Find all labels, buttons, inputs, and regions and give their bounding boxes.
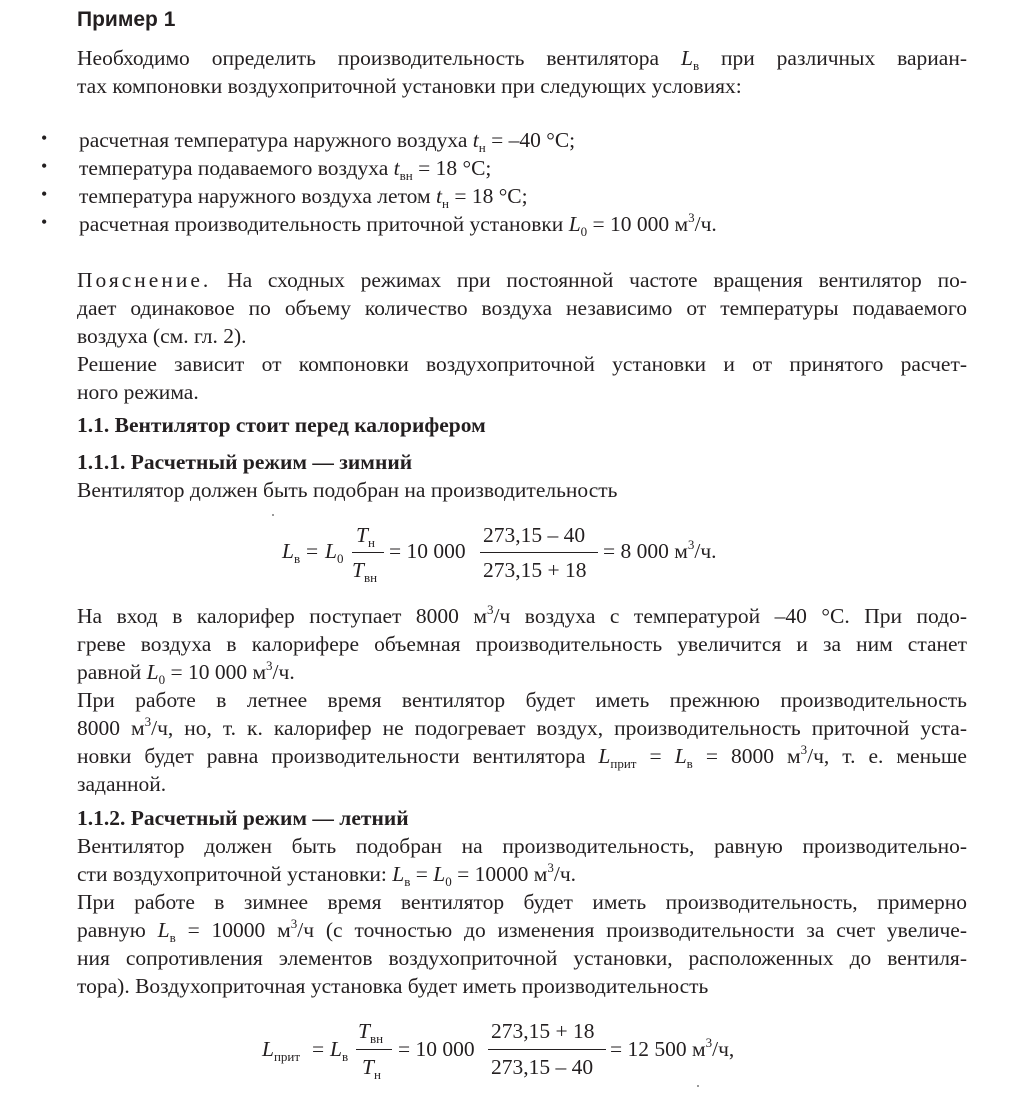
bullet-dot: • <box>41 156 48 176</box>
paragraph-fan-selection: Вентилятор должен быть подобран на производительность <box>77 478 618 502</box>
intro-line-1: Необходимо определить производительность вентилятора $L_в$ при различных вариан- <box>77 46 968 73</box>
inlet-line-2: греве воздуха в калорифере объемная производительность увеличится и за ним станет <box>77 632 967 656</box>
summer-line-3: новки будет равна производительности вентилятора $L_{прит} = L_в = 8000$ $м^3/ч$, т. е. меньше <box>77 742 967 771</box>
inlet-line-3: равной $L_0 = 10$ 000 $м^3/ч$. <box>77 658 295 687</box>
section-heading-1-1-1: 1.1.1. Расчетный режим — зимний <box>77 450 413 474</box>
bullet-item-3: температура наружного воздуха летом $t_н = 18$ °C; <box>79 184 528 211</box>
summer-mode-line-1: Вентилятор должен быть подобран на производительность, равную производительно- <box>77 834 967 858</box>
summer-line-1: При работе в летнее время вентилятор будет иметь прежнюю производительность <box>77 688 967 712</box>
summer-line-2: 8000 $м^3/ч$, но, т. к. калорифер не подогревает воздух, производительность приточной уста- <box>77 714 967 740</box>
inlet-line-1: На вход в калорифер поступает 8000 $м^3/ч$ воздуха с температурой –40 °C. При подо- <box>77 602 967 628</box>
winter-line-3: ния сопротивления элементов воздухоприточной установки, расположенных до вентиля- <box>77 946 967 970</box>
solution-line-2: ного режима. <box>77 380 199 404</box>
winter-line-2: равную $L_в = 10000$ $м^3/ч$ (с точностью до изменения производительности за счет увеличе- <box>77 916 968 945</box>
note-line-3: воздуха (см. гл. 2). <box>77 324 247 348</box>
section-heading-1-1: 1.1. Вентилятор стоит перед калорифером <box>77 413 486 437</box>
fraction-bar <box>356 1049 392 1050</box>
bullet-item-2: температура подаваемого воздуха $t_{вн} = 18$ °C; <box>79 156 492 183</box>
winter-line-4: тора). Воздухоприточная установка будет иметь производительность <box>77 974 709 998</box>
bullet-item-4: расчетная производительность приточной установки $L_0 = 10$ 000 $м^3/ч$. <box>79 210 717 239</box>
bullet-dot: • <box>41 128 48 148</box>
summer-mode-line-2: сти воздухоприточной установки: $L_в = L_0 = 10000$ $м^3/ч$. <box>77 860 577 889</box>
solution-line-1: Решение зависит от компоновки воздухоприточной установки и от принятого расчет- <box>77 352 967 376</box>
bullet-dot: • <box>41 212 48 232</box>
note-line-1: Пояснение. На сходных режимах при постоянной частоте вращения вентилятор по- <box>77 268 967 292</box>
intro-line-2: тах компоновки воздухоприточной установки при следующих условиях: <box>77 74 742 98</box>
summer-line-4: заданной. <box>77 772 167 796</box>
winter-line-1: При работе в зимнее время вентилятор будет иметь производительность, примерно <box>77 890 967 914</box>
example-heading: Пример 1 <box>77 8 176 31</box>
bullet-item-1: расчетная температура наружного воздуха $t_н = -40$ °C; <box>79 128 576 155</box>
intro-text: Необходимо определить производительность вентилятора <box>77 46 681 70</box>
document-page: Пример 1 Необходимо определить производительность вентилятора $L_в$ при различных вариан- тах компоновки воздухоприточной установки при следующих условиях: • расчетная температура наружного воздуха $t_н = -40$ °C; • температура подаваемого воздуха $t_{вн} = 18$ °C; • температура наружного воздуха летом $t_н = 18$ °C; • расчетная производительность приточной установки $L_0 = 10$ 000 $м^3/ч$. Пояснение. На сходных режимах при постоянной частоте вращения вентилятор по- дает одинаковое по объему количество воздуха независимо от температуры подаваемого воздуха (см. гл. 2). Решение зависит от компоновки воздухоприточной установки и от принятого расчет- ного режима. 1.1. Вентилятор стоит перед калорифером 1.1.1. Расчетный режим — зимний Вентилятор должен быть подобран на производительность $L_в$ = $L_0$ $T_н$ $T_{вн}$ = 10 000 273,15 – 40 273,15 + 18 = 8 000 $м^3/ч$. На вход в калорифер поступает 8000 $м^3/ч$ воздуха с температурой –40 °C. При подо- греве воздуха в калорифере объемная производительность увеличится и за ним станет равной $L_0 = 10$ 000 $м^3/ч$. При работе в летнее время вентилятор будет иметь прежнюю производительность 8000 $м^3/ч$, но, т. к. калорифер не подогревает воздух, производительность приточной уста- новки будет равна производительности вентилятора $L_{прит} = L_в = 8000$ $м^3/ч$, т. е. меньше заданной. 1.1.2. Расчетный режим — летний Вентилятор должен быть подобран на производительность, равную производительно- сти воздухоприточной установки: $L_в = L_0 = 10000$ $м^3/ч$. При работе в зимнее время вентилятор будет иметь производительность, примерно равную $L_в = 10000$ $м^3/ч$ (с точностью до изменения производительности за счет увеличе- ния сопротивления элементов воздухоприточной установки, расположенных до вентиля- тора). Воздухоприточная установка будет иметь производительность $L_{прит}$ = $L_в$ $T_{вн}$ $T_н$ = 10 000 273,15 + 18 273,15 – 40 = 12 500 $м^3/ч$, <box>0 0 1013 1098</box>
note-label: Пояснение. <box>77 268 212 292</box>
bullet-dot: • <box>41 184 48 204</box>
scan-speck <box>272 514 274 516</box>
fraction-bar <box>352 552 384 553</box>
scan-speck <box>697 1085 699 1087</box>
section-heading-1-1-2: 1.1.2. Расчетный режим — летний <box>77 806 409 830</box>
fraction-bar <box>480 552 598 553</box>
note-line-2: дает одинаковое по объему количество воздуха независимо от температуры подаваемого <box>77 296 967 320</box>
fraction-bar <box>488 1049 606 1050</box>
